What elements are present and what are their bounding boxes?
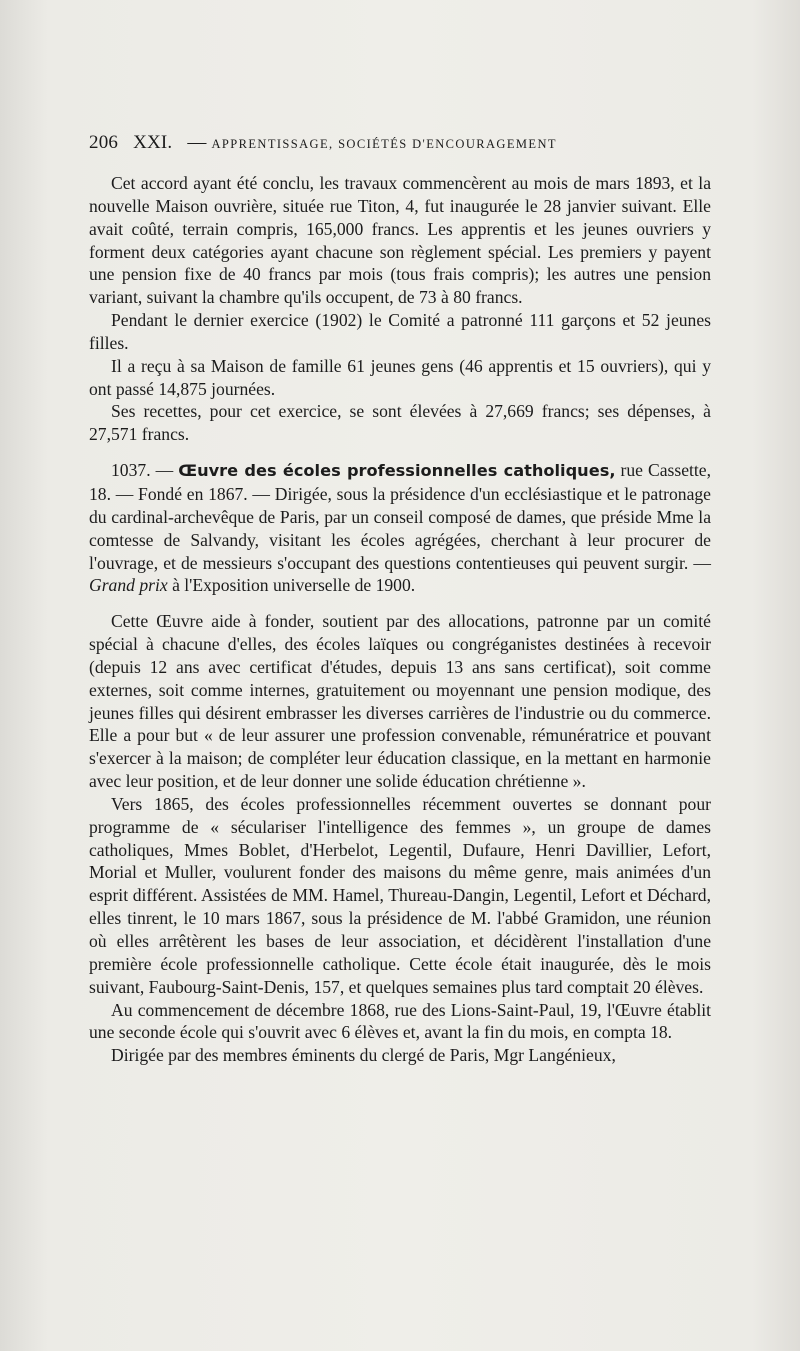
section-title: Œuvre des écoles professionnelles catholiques,: [178, 461, 616, 481]
section-text-end: à l'Exposition universelle de 1900.: [167, 575, 416, 596]
paragraph: Au commencement de décembre 1868, rue des Lions-Saint-Paul, 19, l'Œuvre établit une seconde école qui s'ouvrit avec 6 élèves et, avant la fin du mois, en compta 18.: [89, 999, 711, 1043]
running-header: [89, 132, 711, 154]
section-text: rue Cassette, 18. — Fondé en 1867. — Dirigée, sous la présidence d'un ecclésiastique et le patronage du cardinal-archevêque de Paris, par un conseil composé de dames, que préside Mme la comtesse de Salvandy, visitant les écoles agrégées, cherchant à leur procurer de l'ouvrage, et de messieurs s'occupant des questions contentieuses qui peuvent surgir. —: [89, 460, 712, 573]
paragraph: Dirigée par des membres éminents du clergé de Paris, Mgr Langénieux,: [111, 1045, 616, 1066]
paragraph: Cette Œuvre aide à fonder, soutient par des allocations, patronne par un comité spécial à chacune d'elles, des écoles laïques ou congréganistes destinées à recevoir (depuis 12 ans avec certificat d'études, depuis 13 ans sans certificat), soit comme externes, soit comme internes, gratuitement ou moyennant une pension modique, des jeunes filles qui désirent embrasser les diverses carrières de l'industrie ou du commerce. Elle a pour but « de leur assurer une profession convenable, rémunératrice et pouvant s'exercer à la maison; de compléter leur éducation classique, en la mettant en harmonie avec leur position, et de leur donner une solide éducation chrétienne ».: [89, 611, 711, 792]
paragraph: Pendant le dernier exercice (1902) le Comité a patronné 111 garçons et 52 jeunes filles.: [89, 310, 711, 353]
paragraph: Ses recettes, pour cet exercice, se sont élevées à 27,669 francs; ses dépenses, à 27,571 francs.: [89, 401, 711, 445]
section-paragraph: [89, 459, 711, 597]
paragraph: Il a reçu à sa Maison de famille 61 jeunes gens (46 apprentis et 15 ouvriers), qui y ont passé 14,875 journées.: [89, 355, 711, 399]
body-text: [89, 172, 711, 1067]
paragraph: Vers 1865, des écoles professionnelles récemment ouvertes se donnant pour programme de « séculariser l'intelligence des femmes », un groupe de dames catholiques, Mmes Boblet, d'Herbelot, Legentil, Dufaure, Henri Davillier, Lefort, Morial et Muller, voulurent fonder des maisons du même genre, mais animées d'un esprit différent. Assistées de MM. Hamel, Thureau-Dangin, Legentil, Lefort et Déchard, elles tinrent, le 10 mars 1867, sous la présidence de M. l'abbé Gramidon, une réunion où elles arrêtèrent les bases de leur association, et décidèrent l'installation d'une première école professionnelle catholique. Cette école était inaugurée, dès le mois suivant, Faubourg-Saint-Denis, 157, et quelques semaines plus tard comptait 20 élèves.: [89, 793, 711, 997]
chapter-number: XXI.: [133, 132, 173, 153]
paragraph: Cet accord ayant été conclu, les travaux commencèrent au mois de mars 1893, et la nouvelle Maison ouvrière, située rue Titon, 4, fut inaugurée le 28 janvier suivant. Elle avait coûté, terrain compris, 165,000 francs. Les apprentis et les jeunes ouvriers y forment deux catégories ayant chacune son règlement spécial. Les premiers y payent une pension fixe de 40 francs par mois (tous frais compris); les autres une pension variant, suivant la chambre qu'ils occupent, de 73 à 80 francs.: [89, 173, 711, 308]
section-number: 1037. —: [111, 460, 174, 481]
page-number: 206: [89, 132, 119, 153]
award-italic: Grand prix: [89, 575, 168, 596]
chapter-title: APPRENTISSAGE, SOCIÉTÉS D'ENCOURAGEMENT: [211, 137, 557, 151]
header-dash: —: [187, 132, 207, 153]
